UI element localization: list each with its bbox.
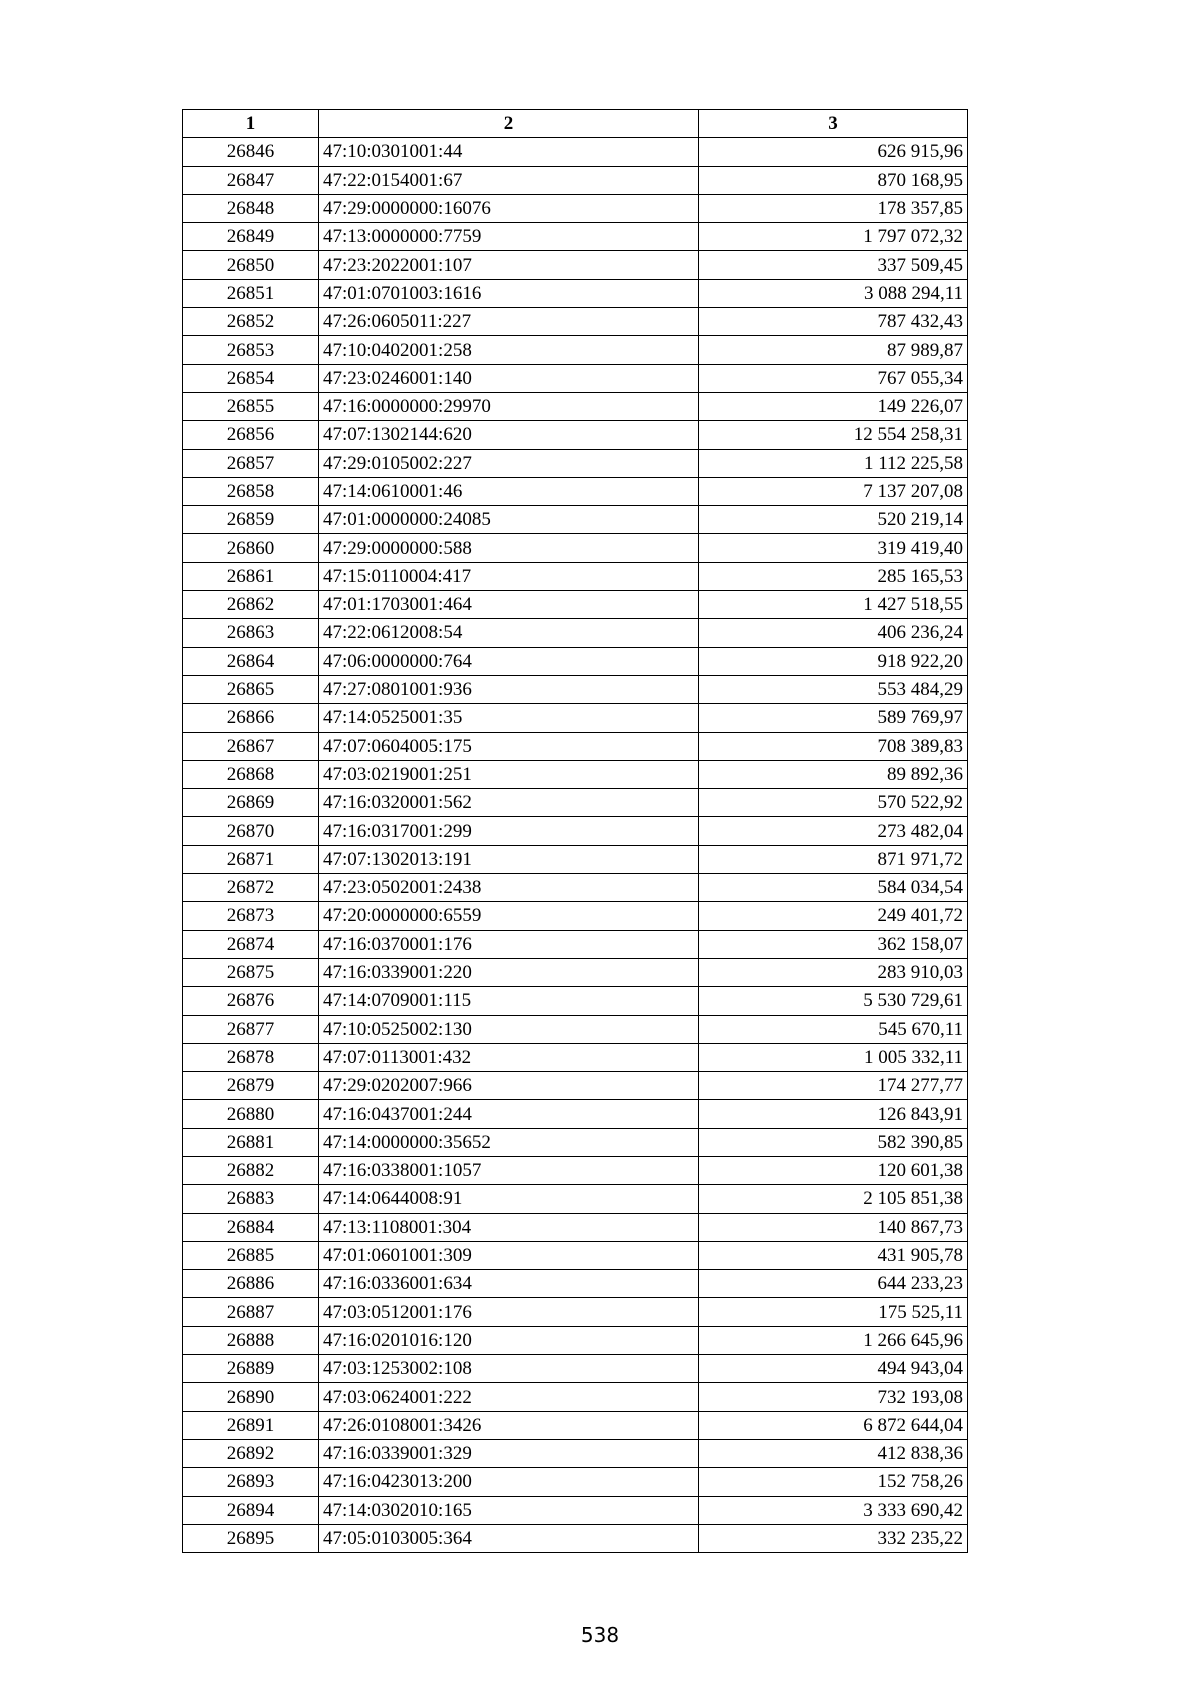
row-number-cell: 26854 [183,364,319,392]
table-row [183,449,968,477]
table-row [183,477,968,505]
page-number: 538 [580,1623,620,1647]
table-header-row [183,110,968,138]
column-header-3: 3 [699,110,968,138]
value-cell: 871 971,72 [699,845,968,873]
value-cell: 283 910,03 [699,958,968,986]
value-cell: 584 034,54 [699,874,968,902]
value-cell: 120 601,38 [699,1156,968,1184]
row-number-cell: 26872 [183,874,319,902]
value-cell: 406 236,24 [699,619,968,647]
cadastral-number-cell: 47:29:0202007:966 [319,1072,699,1100]
row-number-cell: 26875 [183,958,319,986]
table-row [183,1298,968,1326]
row-number-cell: 26874 [183,930,319,958]
table-row [183,1411,968,1439]
table-row [183,591,968,619]
cadastral-number-cell: 47:07:1302144:620 [319,421,699,449]
row-number-cell: 26855 [183,392,319,420]
table-row [183,1043,968,1071]
row-number-cell: 26890 [183,1383,319,1411]
cadastral-number-cell: 47:10:0402001:258 [319,336,699,364]
value-cell: 140 867,73 [699,1213,968,1241]
cadastral-number-cell: 47:23:0246001:140 [319,364,699,392]
cadastral-number-cell: 47:16:0320001:562 [319,789,699,817]
value-cell: 126 843,91 [699,1100,968,1128]
value-cell: 545 670,11 [699,1015,968,1043]
row-number-cell: 26883 [183,1185,319,1213]
value-cell: 319 419,40 [699,534,968,562]
cadastral-number-cell: 47:23:0502001:2438 [319,874,699,902]
cadastral-number-cell: 47:01:0601001:309 [319,1241,699,1269]
table-row [183,166,968,194]
row-number-cell: 26860 [183,534,319,562]
value-cell: 1 427 518,55 [699,591,968,619]
value-cell: 732 193,08 [699,1383,968,1411]
cadastral-number-cell: 47:06:0000000:764 [319,647,699,675]
table-row [183,1468,968,1496]
table-row [183,223,968,251]
cadastral-number-cell: 47:13:1108001:304 [319,1213,699,1241]
value-cell: 412 838,36 [699,1439,968,1467]
value-cell: 178 357,85 [699,194,968,222]
table-body [183,138,968,1553]
table-row [183,279,968,307]
value-cell: 3 088 294,11 [699,279,968,307]
cadastral-number-cell: 47:20:0000000:6559 [319,902,699,930]
cadastral-number-cell: 47:05:0103005:364 [319,1524,699,1552]
cadastral-number-cell: 47:16:0437001:244 [319,1100,699,1128]
value-cell: 3 333 690,42 [699,1496,968,1524]
table-row [183,1326,968,1354]
row-number-cell: 26852 [183,308,319,336]
row-number-cell: 26871 [183,845,319,873]
table-row [183,902,968,930]
table-row [183,1355,968,1383]
row-number-cell: 26895 [183,1524,319,1552]
row-number-cell: 26863 [183,619,319,647]
table-row [183,647,968,675]
cadastral-number-cell: 47:03:0624001:222 [319,1383,699,1411]
cadastral-number-cell: 47:16:0336001:634 [319,1270,699,1298]
row-number-cell: 26847 [183,166,319,194]
cadastral-number-cell: 47:03:0219001:251 [319,760,699,788]
table-row [183,1524,968,1552]
value-cell: 7 137 207,08 [699,477,968,505]
cadastral-number-cell: 47:22:0612008:54 [319,619,699,647]
row-number-cell: 26869 [183,789,319,817]
row-number-cell: 26853 [183,336,319,364]
value-cell: 520 219,14 [699,506,968,534]
cadastral-number-cell: 47:14:0709001:115 [319,987,699,1015]
value-cell: 494 943,04 [699,1355,968,1383]
row-number-cell: 26861 [183,562,319,590]
value-cell: 767 055,34 [699,364,968,392]
row-number-cell: 26857 [183,449,319,477]
column-header-2: 2 [319,110,699,138]
table-row [183,675,968,703]
table-row [183,704,968,732]
value-cell: 644 233,23 [699,1270,968,1298]
row-number-cell: 26867 [183,732,319,760]
table-row [183,619,968,647]
value-cell: 589 769,97 [699,704,968,732]
value-cell: 249 401,72 [699,902,968,930]
row-number-cell: 26881 [183,1128,319,1156]
value-cell: 87 989,87 [699,336,968,364]
cadastral-number-cell: 47:14:0000000:35652 [319,1128,699,1156]
table-row [183,194,968,222]
cadastral-number-cell: 47:03:1253002:108 [319,1355,699,1383]
value-cell: 174 277,77 [699,1072,968,1100]
table-row [183,1270,968,1298]
cadastral-number-cell: 47:14:0302010:165 [319,1496,699,1524]
row-number-cell: 26858 [183,477,319,505]
cadastral-number-cell: 47:16:0000000:29970 [319,392,699,420]
row-number-cell: 26865 [183,675,319,703]
value-cell: 553 484,29 [699,675,968,703]
row-number-cell: 26849 [183,223,319,251]
cadastral-number-cell: 47:03:0512001:176 [319,1298,699,1326]
row-number-cell: 26851 [183,279,319,307]
row-number-cell: 26893 [183,1468,319,1496]
cadastral-number-cell: 47:14:0525001:35 [319,704,699,732]
table-row [183,1072,968,1100]
table-row [183,845,968,873]
cadastral-number-cell: 47:07:0604005:175 [319,732,699,760]
cadastral-number-cell: 47:16:0370001:176 [319,930,699,958]
table-row [183,1015,968,1043]
table-row [183,1213,968,1241]
table-row [183,1100,968,1128]
row-number-cell: 26886 [183,1270,319,1298]
value-cell: 1 005 332,11 [699,1043,968,1071]
value-cell: 89 892,36 [699,760,968,788]
row-number-cell: 26879 [183,1072,319,1100]
table-row [183,760,968,788]
table-row [183,930,968,958]
row-number-cell: 26873 [183,902,319,930]
table-row [183,987,968,1015]
cadastral-number-cell: 47:16:0338001:1057 [319,1156,699,1184]
value-cell: 149 226,07 [699,392,968,420]
table-row [183,308,968,336]
cadastral-number-cell: 47:15:0110004:417 [319,562,699,590]
table-row [183,874,968,902]
row-number-cell: 26850 [183,251,319,279]
row-number-cell: 26859 [183,506,319,534]
cadastral-number-cell: 47:10:0301001:44 [319,138,699,166]
row-number-cell: 26880 [183,1100,319,1128]
row-number-cell: 26862 [183,591,319,619]
cadastral-number-cell: 47:27:0801001:936 [319,675,699,703]
value-cell: 152 758,26 [699,1468,968,1496]
value-cell: 6 872 644,04 [699,1411,968,1439]
table-row [183,817,968,845]
row-number-cell: 26891 [183,1411,319,1439]
cadastral-number-cell: 47:26:0605011:227 [319,308,699,336]
table-row [183,1185,968,1213]
value-cell: 582 390,85 [699,1128,968,1156]
cadastral-value-table [182,109,968,1553]
table-row [183,1241,968,1269]
value-cell: 12 554 258,31 [699,421,968,449]
table-row [183,1128,968,1156]
value-cell: 1 266 645,96 [699,1326,968,1354]
table-row [183,562,968,590]
row-number-cell: 26870 [183,817,319,845]
table-row [183,251,968,279]
column-header-1: 1 [183,110,319,138]
value-cell: 337 509,45 [699,251,968,279]
value-cell: 570 522,92 [699,789,968,817]
value-cell: 362 158,07 [699,930,968,958]
cadastral-number-cell: 47:07:0113001:432 [319,1043,699,1071]
value-cell: 708 389,83 [699,732,968,760]
row-number-cell: 26888 [183,1326,319,1354]
row-number-cell: 26866 [183,704,319,732]
row-number-cell: 26892 [183,1439,319,1467]
value-cell: 1 797 072,32 [699,223,968,251]
value-cell: 5 530 729,61 [699,987,968,1015]
table-row [183,392,968,420]
value-cell: 626 915,96 [699,138,968,166]
cadastral-number-cell: 47:14:0644008:91 [319,1185,699,1213]
value-cell: 1 112 225,58 [699,449,968,477]
cadastral-number-cell: 47:16:0317001:299 [319,817,699,845]
value-cell: 870 168,95 [699,166,968,194]
value-cell: 431 905,78 [699,1241,968,1269]
cadastral-number-cell: 47:01:0701003:1616 [319,279,699,307]
cadastral-number-cell: 47:07:1302013:191 [319,845,699,873]
cadastral-number-cell: 47:16:0339001:329 [319,1439,699,1467]
cadastral-number-cell: 47:16:0423013:200 [319,1468,699,1496]
table-row [183,732,968,760]
table-row [183,789,968,817]
row-number-cell: 26856 [183,421,319,449]
cadastral-number-cell: 47:29:0000000:16076 [319,194,699,222]
cadastral-number-cell: 47:10:0525002:130 [319,1015,699,1043]
row-number-cell: 26878 [183,1043,319,1071]
row-number-cell: 26884 [183,1213,319,1241]
cadastral-number-cell: 47:01:0000000:24085 [319,506,699,534]
cadastral-number-cell: 47:01:1703001:464 [319,591,699,619]
cadastral-number-cell: 47:23:2022001:107 [319,251,699,279]
table-row [183,364,968,392]
row-number-cell: 26846 [183,138,319,166]
table-row [183,1383,968,1411]
row-number-cell: 26868 [183,760,319,788]
table-row [183,1439,968,1467]
row-number-cell: 26876 [183,987,319,1015]
value-cell: 918 922,20 [699,647,968,675]
table-row [183,958,968,986]
table-row [183,421,968,449]
value-cell: 332 235,22 [699,1524,968,1552]
cadastral-number-cell: 47:29:0000000:588 [319,534,699,562]
table-row [183,1496,968,1524]
row-number-cell: 26887 [183,1298,319,1326]
table-row [183,1156,968,1184]
cadastral-number-cell: 47:16:0201016:120 [319,1326,699,1354]
cadastral-number-cell: 47:13:0000000:7759 [319,223,699,251]
table-row [183,534,968,562]
row-number-cell: 26894 [183,1496,319,1524]
value-cell: 273 482,04 [699,817,968,845]
cadastral-number-cell: 47:26:0108001:3426 [319,1411,699,1439]
table-row [183,506,968,534]
cadastral-number-cell: 47:22:0154001:67 [319,166,699,194]
row-number-cell: 26864 [183,647,319,675]
row-number-cell: 26877 [183,1015,319,1043]
cadastral-number-cell: 47:16:0339001:220 [319,958,699,986]
row-number-cell: 26885 [183,1241,319,1269]
value-cell: 175 525,11 [699,1298,968,1326]
value-cell: 285 165,53 [699,562,968,590]
table-row [183,336,968,364]
table-row [183,138,968,166]
value-cell: 787 432,43 [699,308,968,336]
row-number-cell: 26882 [183,1156,319,1184]
row-number-cell: 26889 [183,1355,319,1383]
cadastral-number-cell: 47:29:0105002:227 [319,449,699,477]
value-cell: 2 105 851,38 [699,1185,968,1213]
cadastral-number-cell: 47:14:0610001:46 [319,477,699,505]
row-number-cell: 26848 [183,194,319,222]
